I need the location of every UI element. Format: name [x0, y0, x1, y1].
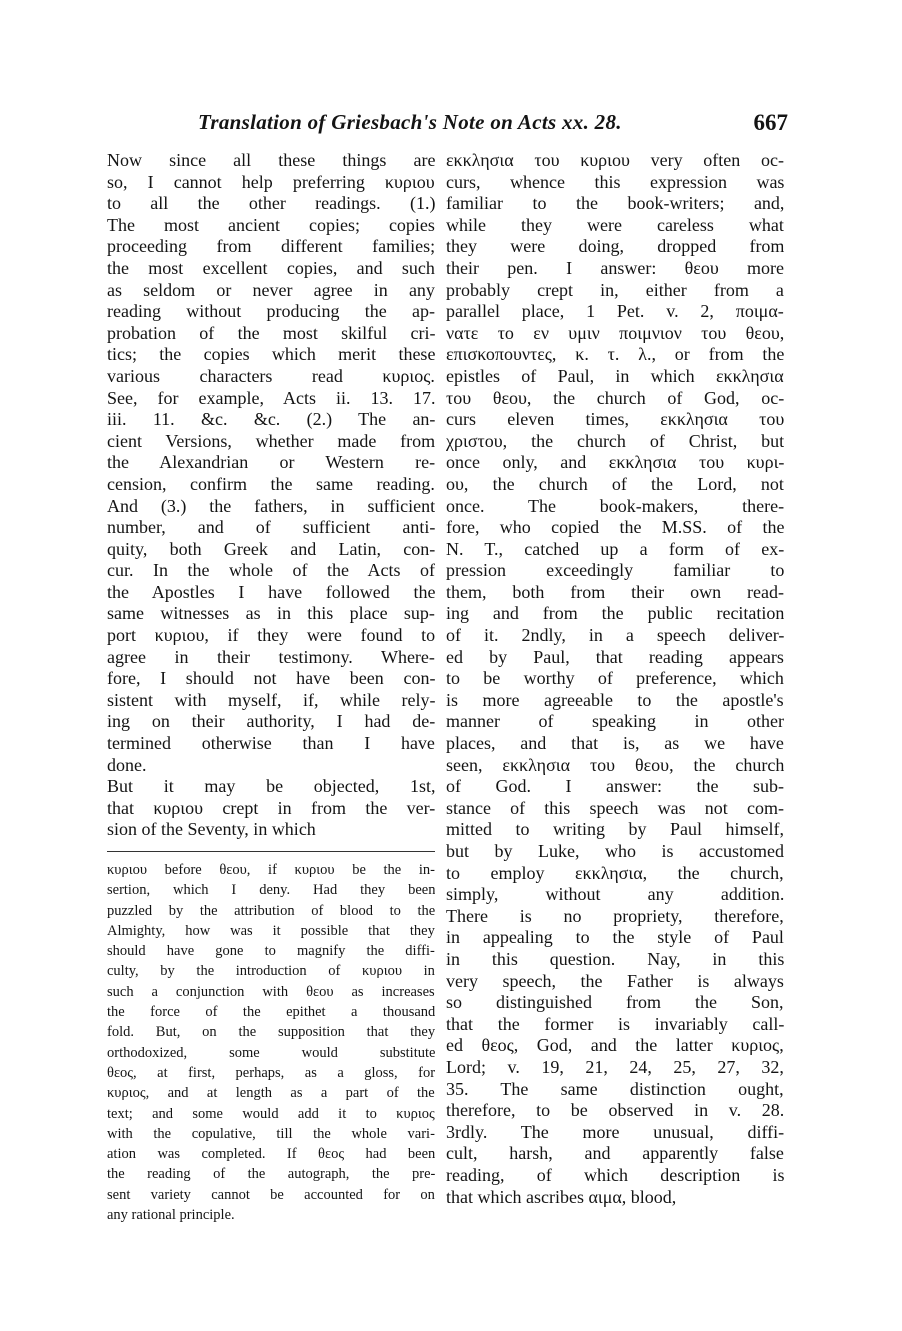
- text-line: There is no propriety, therefore,: [446, 905, 784, 926]
- text-line: to all the other readings. (1.): [107, 193, 435, 214]
- text-line: seen, εκκλησια του θεου, the church: [446, 754, 784, 775]
- text-line: curs eleven times, εκκλησια του: [446, 409, 784, 430]
- running-title: Translation of Griesbach's Note on Acts xx. 28.: [198, 110, 622, 134]
- text-line: port κυριου, if they were found to: [107, 625, 435, 646]
- text-line: proceeding from different families;: [107, 236, 435, 257]
- text-line: ing and from the public recitation: [446, 603, 784, 624]
- text-line: while they were careless what: [446, 214, 784, 235]
- footnote-line: sertion, which I deny. Had they been: [107, 882, 435, 899]
- text-line: fore, I should not have been con-: [107, 668, 435, 689]
- text-line: familiar to the book-writers; and,: [446, 193, 784, 214]
- text-line: reading without producing the ap-: [107, 301, 435, 322]
- text-line: number, and of sufficient anti-: [107, 517, 435, 538]
- text-line: termined otherwise than I have: [107, 733, 435, 754]
- footnote-line: κυριος, and at length as a part of the: [107, 1085, 435, 1102]
- text-line: 3rdly. The more unusual, diffi-: [446, 1121, 784, 1142]
- footnote-line: ation was completed. If θεος had been: [107, 1146, 435, 1163]
- text-line: so distinguished from the Son,: [446, 992, 784, 1013]
- text-line: once. The book-makers, there-: [446, 495, 784, 516]
- text-line: And (3.) the fathers, in sufficient: [107, 495, 435, 516]
- text-line: ου, the church of the Lord, not: [446, 473, 784, 494]
- text-line: ed by Paul, that reading appears: [446, 646, 784, 667]
- text-line: simply, without any addition.: [446, 884, 784, 905]
- text-line: of it. 2ndly, in a speech deliver-: [446, 625, 784, 646]
- text-line: Lord; v. 19, 21, 24, 25, 27, 32,: [446, 1056, 784, 1077]
- text-line: sistent with myself, if, while rely-: [107, 689, 435, 710]
- right-column: [446, 150, 784, 1208]
- text-line: pression exceedingly familiar to: [446, 560, 784, 581]
- text-line: fore, who copied the M.SS. of the: [446, 517, 784, 538]
- text-line: to be worthy of preference, which: [446, 668, 784, 689]
- text-line: curs, whence this expression was: [446, 171, 784, 192]
- text-line: their pen. I answer: θεου more: [446, 257, 784, 278]
- text-line: reading, of which description is: [446, 1164, 784, 1185]
- text-line: very speech, the Father is always: [446, 970, 784, 991]
- text-line: the most excellent copies, and such: [107, 257, 435, 278]
- text-line: cension, confirm the same reading.: [107, 473, 435, 494]
- text-line: in this question. Nay, in this: [446, 948, 784, 969]
- text-line: του θεου, the church of God, oc-: [446, 387, 784, 408]
- page-number: 667: [753, 110, 788, 135]
- text-line: cient Versions, whether made from: [107, 430, 435, 451]
- text-line: is more agreeable to the apostle's: [446, 689, 784, 710]
- text-line: ed θεος, God, and the latter κυριος,: [446, 1035, 784, 1056]
- footnote-line: any rational principle.: [107, 1207, 235, 1224]
- text-line: as seldom or never agree in any: [107, 279, 435, 300]
- text-line: the Apostles I have followed the: [107, 581, 435, 602]
- text-line: probably crept in, either from a: [446, 279, 784, 300]
- text-line: mitted to writing by Paul himself,: [446, 819, 784, 840]
- text-line: 35. The same distinction ought,: [446, 1078, 784, 1099]
- text-line: probation of the most skilful cri-: [107, 322, 435, 343]
- footnote-line: κυριου before θεου, if κυριου be the in-: [107, 862, 435, 878]
- text-line: the Alexandrian or Western re-: [107, 452, 435, 473]
- footnote-line: text; and some would add it to κυριος: [107, 1105, 435, 1122]
- text-line: But it may be objected, 1st,: [107, 776, 435, 797]
- text-line: agree in their testimony. Where-: [107, 646, 435, 667]
- text-line: cur. In the whole of the Acts of: [107, 560, 435, 581]
- footnote-line: orthodoxized, some would substitute: [107, 1044, 435, 1061]
- footnote-line: the reading of the autograph, the pre-: [107, 1166, 435, 1183]
- footnote-line: such a conjunction with θεου as increases: [107, 983, 435, 1000]
- text-line: manner of speaking in other: [446, 711, 784, 732]
- text-line: therefore, to be observed in v. 28.: [446, 1100, 784, 1121]
- text-line: stance of this speech was not com-: [446, 797, 784, 818]
- text-line: them, both from their own read-: [446, 581, 784, 602]
- text-line: εκκλησια του κυριου very often oc-: [446, 150, 784, 170]
- footnote: [107, 860, 435, 1225]
- footnote-line: the force of the epithet a thousand: [107, 1004, 435, 1021]
- text-line: επισκοπουντες, κ. τ. λ., or from the: [446, 344, 784, 365]
- footnote-line: fold. But, on the supposition that they: [107, 1024, 435, 1041]
- footnote-rule: [107, 851, 435, 852]
- text-line: parallel place, 1 Pet. v. 2, ποιμα-: [446, 301, 784, 322]
- text-line: quity, both Greek and Latin, con-: [107, 538, 435, 559]
- text-line: in appealing to the style of Paul: [446, 927, 784, 948]
- text-line: once only, and εκκλησια του κυρι-: [446, 452, 784, 473]
- footnote-line: with the copulative, till the whole vari-: [107, 1125, 435, 1142]
- text-line: The most ancient copies; copies: [107, 214, 435, 235]
- text-line: that the former is invariably call-: [446, 1013, 784, 1034]
- text-line: places, and that is, as we have: [446, 733, 784, 754]
- text-line: sion of the Seventy, in which: [107, 819, 316, 840]
- text-line: tics; the copies which merit these: [107, 344, 435, 365]
- text-line: various characters read κυριος.: [107, 365, 435, 386]
- left-column: [107, 150, 435, 841]
- text-line: done.: [107, 754, 147, 775]
- text-line: of God. I answer: the sub-: [446, 776, 784, 797]
- footnote-line: Almighty, how was it possible that they: [107, 922, 435, 939]
- text-line: epistles of Paul, in which εκκλησια: [446, 365, 784, 386]
- text-line: that κυριου crept in from the ver-: [107, 797, 435, 818]
- text-line: ing on their authority, I had de-: [107, 711, 435, 732]
- text-line: they were doing, dropped from: [446, 236, 784, 257]
- footnote-line: sent variety cannot be accounted for on: [107, 1186, 435, 1203]
- text-line: See, for example, Acts ii. 13. 17.: [107, 387, 435, 408]
- page-header: [110, 110, 788, 144]
- text-line: cult, harsh, and apparently false: [446, 1143, 784, 1164]
- text-line: same witnesses as in this place sup-: [107, 603, 435, 624]
- text-line: Now since all these things are: [107, 150, 435, 170]
- text-line: νατε το εν υμιν ποιμνιον του θεου,: [446, 322, 784, 343]
- text-line: χριστου, the church of Christ, but: [446, 430, 784, 451]
- footnote-line: should have gone to magnify the diffi-: [107, 943, 435, 960]
- text-line: to employ εκκλησια, the church,: [446, 862, 784, 883]
- text-line: N. T., catched up a form of ex-: [446, 538, 784, 559]
- footnote-line: culty, by the introduction of κυριου in: [107, 963, 435, 980]
- text-line: so, I cannot help preferring κυριου: [107, 171, 435, 192]
- footnote-line: θεος, at first, perhaps, as a gloss, for: [107, 1064, 435, 1081]
- text-line: but by Luke, who is accustomed: [446, 841, 784, 861]
- footnote-line: puzzled by the attribution of blood to the: [107, 902, 435, 919]
- text-line: that which ascribes αιμα, blood,: [446, 1186, 677, 1207]
- text-line: iii. 11. &c. &c. (2.) The an-: [107, 409, 435, 430]
